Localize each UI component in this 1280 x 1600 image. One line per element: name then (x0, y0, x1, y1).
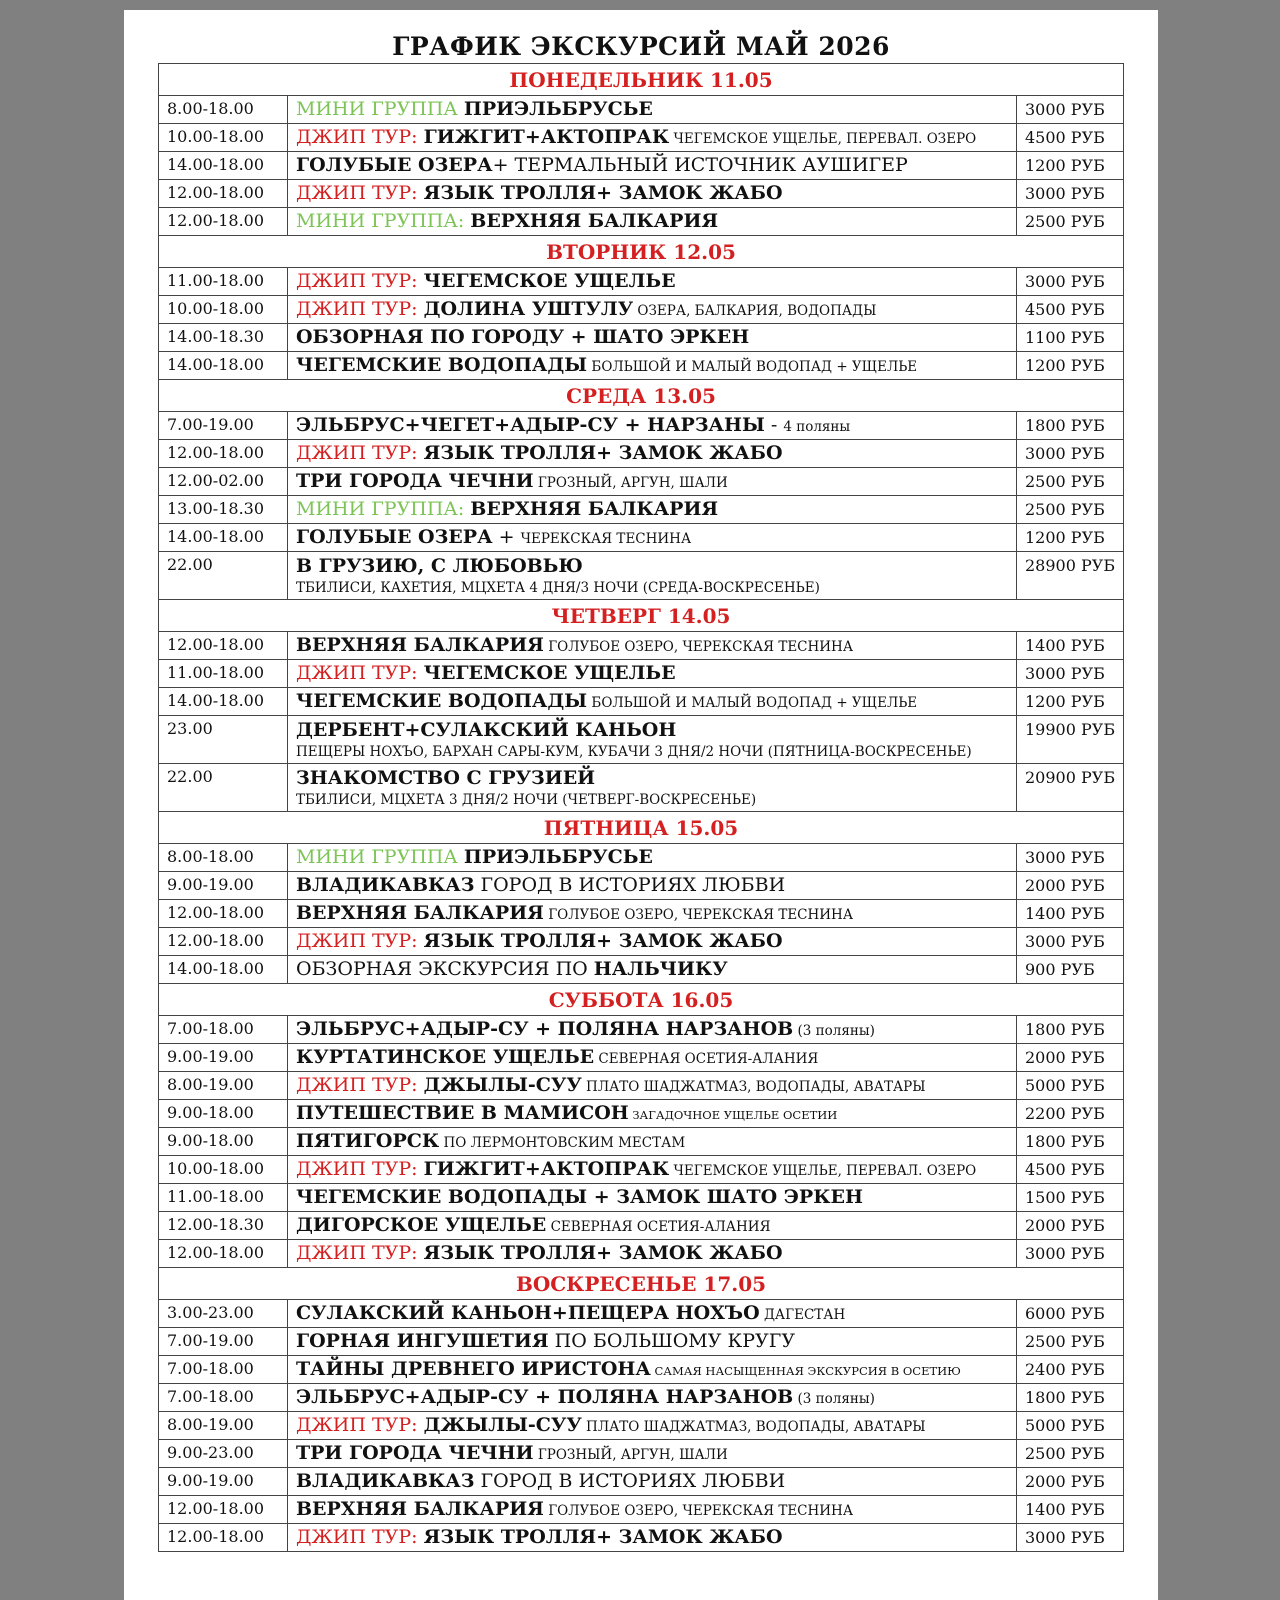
tour-name: ВЕРХНЯЯ БАЛКАРИЯ (470, 210, 719, 232)
tour-details: ПЛАТО ШАДЖАТМАЗ, ВОДОПАДЫ, АВАТАРЫ (581, 1419, 926, 1435)
table-row (159, 1240, 1123, 1268)
table-row (159, 1496, 1123, 1524)
tour-name: ТРИ ГОРОДА ЧЕЧНИ (296, 1442, 534, 1464)
time-cell: 12.00-18.00 (159, 632, 288, 659)
tour-name: ЯЗЫК ТРОЛЛЯ+ ЗАМОК ЖАБО (423, 930, 783, 952)
description-cell (288, 956, 1017, 983)
table-row (159, 468, 1123, 496)
price-cell: 3000 РУБ (1025, 444, 1105, 463)
time-cell: 7.00-18.00 (159, 1016, 288, 1043)
price-cell: 1400 РУБ (1025, 1500, 1105, 1519)
time-cell: 11.00-18.00 (159, 660, 288, 687)
price-cell: 3000 РУБ (1025, 932, 1105, 951)
price-cell: 19900 РУБ (1025, 720, 1116, 739)
description-cell (288, 440, 1017, 467)
description-cell (288, 1412, 1017, 1439)
time-cell: 9.00-19.00 (159, 1468, 288, 1495)
tour-name: ЧЕГЕМСКИЕ ВОДОПАДЫ + ЗАМОК ШАТО ЭРКЕН (296, 1186, 863, 1208)
tour-details: ГОРОД В ИСТОРИЯХ ЛЮБВИ (474, 874, 786, 896)
tour-details: ЧЕГЕМСКОЕ УЩЕЛЬЕ, ПЕРЕВАЛ. ОЗЕРО (669, 131, 977, 147)
table-row (159, 124, 1123, 152)
time-cell: 3.00-23.00 (159, 1300, 288, 1327)
description-cell (288, 1468, 1017, 1495)
table-row (159, 716, 1123, 764)
description-cell (288, 96, 1017, 123)
jeep-tour-tag: ДЖИП ТУР: (296, 298, 424, 320)
time-cell: 8.00-19.00 (159, 1412, 288, 1439)
mini-group-tag: МИНИ ГРУППА (296, 846, 464, 868)
table-row (159, 1328, 1123, 1356)
description-cell (288, 928, 1017, 955)
jeep-tour-tag: ДЖИП ТУР: (296, 662, 424, 684)
table-row (159, 412, 1123, 440)
description-cell (288, 1300, 1017, 1327)
schedule-sheet (124, 10, 1158, 1600)
tour-name: ГОЛУБЫЕ ОЗЕРА (296, 154, 493, 176)
price-cell: 4500 РУБ (1025, 128, 1105, 147)
tour-name: ТАЙНЫ ДРЕВНЕГО ИРИСТОНА (296, 1358, 651, 1380)
description-cell (288, 124, 1017, 151)
tour-name: ПРИЭЛЬБРУСЬЕ (463, 846, 653, 868)
description-cell (288, 1156, 1017, 1183)
tour-details: + (492, 526, 521, 548)
time-cell: 12.00-18.30 (159, 1212, 288, 1239)
tour-name: ДЕРБЕНТ+СУЛАКСКИЙ КАНЬОН (296, 719, 677, 741)
time-cell: 12.00-18.00 (159, 928, 288, 955)
description-cell (288, 1356, 1017, 1383)
time-cell: 14.00-18.00 (159, 152, 288, 179)
price-cell: 1400 РУБ (1025, 904, 1105, 923)
time-cell: 9.00-19.00 (159, 1044, 288, 1071)
jeep-tour-tag: ДЖИП ТУР: (296, 1242, 424, 1264)
jeep-tour-tag: ДЖИП ТУР: (296, 1158, 424, 1180)
price-cell: 2500 РУБ (1025, 1444, 1105, 1463)
table-row (159, 956, 1123, 984)
price-cell: 2000 РУБ (1025, 876, 1105, 895)
day-header: ПОНЕДЕЛЬНИК 11.05 (159, 64, 1123, 96)
price-cell: 1200 РУБ (1025, 528, 1105, 547)
tour-name: ГИЖГИТ+АКТОПРАК (423, 126, 670, 148)
time-cell: 7.00-19.00 (159, 1328, 288, 1355)
price-cell: 1200 РУБ (1025, 156, 1105, 175)
tour-name: ЭЛЬБРУС+ЧЕГЕТ+АДЫР-СУ + НАРЗАНЫ (296, 414, 765, 436)
tour-name: ЧЕГЕМСКОЕ УЩЕЛЬЕ (423, 662, 676, 684)
tour-name: КУРТАТИНСКОЕ УЩЕЛЬЕ (296, 1046, 595, 1068)
tour-name: ДИГОРСКОЕ УЩЕЛЬЕ (296, 1214, 547, 1236)
tour-details: ПО БОЛЬШОМУ КРУГУ (548, 1330, 796, 1352)
tour-name: ТРИ ГОРОДА ЧЕЧНИ (296, 470, 534, 492)
description-cell (288, 1072, 1017, 1099)
price-cell: 1500 РУБ (1025, 1188, 1105, 1207)
jeep-tour-tag: ДЖИП ТУР: (296, 270, 424, 292)
description-cell (288, 1128, 1017, 1155)
schedule-table (158, 63, 1124, 1552)
table-row (159, 632, 1123, 660)
table-row (159, 1184, 1123, 1212)
table-row (159, 524, 1123, 552)
price-cell: 3000 РУБ (1025, 1528, 1105, 1547)
table-row (159, 1384, 1123, 1412)
time-cell: 14.00-18.00 (159, 956, 288, 983)
description-cell (288, 1328, 1017, 1355)
table-row (159, 1016, 1123, 1044)
price-cell: 4500 РУБ (1025, 300, 1105, 319)
description-cell (288, 352, 1017, 379)
table-row (159, 764, 1123, 812)
tour-name: ЯЗЫК ТРОЛЛЯ+ ЗАМОК ЖАБО (423, 182, 783, 204)
tour-details: - (764, 414, 784, 436)
description-cell (288, 1524, 1017, 1551)
description-cell (288, 900, 1017, 927)
day-header: ВТОРНИК 12.05 (159, 236, 1123, 268)
tour-details: 4 поляны (783, 419, 851, 435)
tour-details: САМАЯ НАСЫЩЕННАЯ ЭКСКУРСИЯ В ОСЕТИЮ (650, 1364, 961, 1378)
description-cell (288, 496, 1017, 523)
description-cell (288, 1044, 1017, 1071)
price-cell: 3000 РУБ (1025, 1244, 1105, 1263)
price-cell: 3000 РУБ (1025, 664, 1105, 683)
time-cell: 12.00-18.00 (159, 900, 288, 927)
price-cell: 2000 РУБ (1025, 1472, 1105, 1491)
jeep-tour-tag: ДЖИП ТУР: (296, 1526, 424, 1548)
table-row (159, 1300, 1123, 1328)
tour-name: ДЖЫЛЫ-СУУ (423, 1414, 582, 1436)
price-cell: 6000 РУБ (1025, 1304, 1105, 1323)
tour-details: СЕВЕРНАЯ ОСЕТИЯ-АЛАНИЯ (546, 1219, 771, 1235)
price-cell: 3000 РУБ (1025, 848, 1105, 867)
jeep-tour-tag: ДЖИП ТУР: (296, 442, 424, 464)
time-cell: 10.00-18.00 (159, 296, 288, 323)
description-cell (288, 296, 1017, 323)
table-row (159, 440, 1123, 468)
table-row (159, 1440, 1123, 1468)
tour-name: ВЕРХНЯЯ БАЛКАРИЯ (470, 498, 719, 520)
tour-subtitle: ПЕЩЕРЫ НОХЪО, БАРХАН САРЫ-КУМ, КУБАЧИ 3 ДНЯ/2 НОЧИ (ПЯТНИЦА-ВОСКРЕСЕНЬЕ) (296, 744, 972, 760)
description-cell (288, 1100, 1017, 1127)
tour-name: ВЛАДИКАВКАЗ (296, 874, 475, 896)
day-header: СУББОТА 16.05 (159, 984, 1123, 1016)
time-cell: 12.00-18.00 (159, 180, 288, 207)
table-row (159, 152, 1123, 180)
tour-name: ВЕРХНЯЯ БАЛКАРИЯ (296, 634, 544, 656)
tour-details: СЕВЕРНАЯ ОСЕТИЯ-АЛАНИЯ (594, 1051, 819, 1067)
time-cell: 7.00-18.00 (159, 1356, 288, 1383)
time-cell: 10.00-18.00 (159, 1156, 288, 1183)
tour-name: ЯЗЫК ТРОЛЛЯ+ ЗАМОК ЖАБО (423, 442, 783, 464)
time-cell: 11.00-18.00 (159, 268, 288, 295)
tour-name: В ГРУЗИЮ, С ЛЮБОВЬЮ (296, 555, 583, 577)
tour-name: ПУТЕШЕСТВИЕ В МАМИСОН (296, 1102, 629, 1124)
tour-details: ГОЛУБОЕ ОЗЕРО, ЧЕРЕКСКАЯ ТЕСНИНА (543, 907, 854, 923)
table-row (159, 96, 1123, 124)
tour-details: ЧЕГЕМСКОЕ УЩЕЛЬЕ, ПЕРЕВАЛ. ОЗЕРО (669, 1163, 977, 1179)
description-cell (288, 412, 1017, 439)
description-cell (288, 180, 1017, 207)
description-cell (288, 524, 1017, 551)
description-cell (288, 208, 1017, 235)
price-cell: 2400 РУБ (1025, 1360, 1105, 1379)
price-cell: 3000 РУБ (1025, 100, 1105, 119)
table-row (159, 296, 1123, 324)
table-row (159, 1356, 1123, 1384)
tour-name: ОБЗОРНАЯ ПО ГОРОДУ + ШАТО ЭРКЕН (296, 326, 750, 348)
time-cell: 12.00-18.00 (159, 1524, 288, 1551)
day-header: ЧЕТВЕРГ 14.05 (159, 600, 1123, 632)
tour-details: (3 поляны) (793, 1023, 875, 1039)
price-cell: 1200 РУБ (1025, 692, 1105, 711)
table-row (159, 1468, 1123, 1496)
description-cell (288, 1016, 1017, 1043)
price-cell: 1100 РУБ (1025, 328, 1105, 347)
description-cell (288, 1440, 1017, 1467)
table-row (159, 1100, 1123, 1128)
description-cell (288, 1184, 1017, 1211)
description-cell (288, 324, 1017, 351)
price-cell: 2200 РУБ (1025, 1104, 1105, 1123)
price-cell: 2500 РУБ (1025, 212, 1105, 231)
description-cell (288, 1496, 1017, 1523)
day-header: ВОСКРЕСЕНЬЕ 17.05 (159, 1268, 1123, 1300)
tour-details: ЧЕРЕКСКАЯ ТЕСНИНА (520, 531, 692, 547)
price-cell: 2500 РУБ (1025, 472, 1105, 491)
tour-details: БОЛЬШОЙ И МАЛЫЙ ВОДОПАД + УЩЕЛЬЕ (587, 695, 918, 711)
time-cell: 11.00-18.00 (159, 1184, 288, 1211)
table-row (159, 900, 1123, 928)
mini-group-tag: МИНИ ГРУППА: (296, 498, 471, 520)
tour-details: ДАГЕСТАН (759, 1307, 846, 1323)
description-cell (288, 632, 1017, 659)
description-cell (288, 872, 1017, 899)
time-cell: 8.00-19.00 (159, 1072, 288, 1099)
tour-details: ГРОЗНЫЙ, АРГУН, ШАЛИ (533, 1447, 728, 1463)
time-cell: 8.00-18.00 (159, 844, 288, 871)
tour-subtitle: ТБИЛИСИ, МЦХЕТА 3 ДНЯ/2 НОЧИ (ЧЕТВЕРГ-ВОСКРЕСЕНЬЕ) (296, 792, 757, 808)
time-cell: 10.00-18.00 (159, 124, 288, 151)
table-row (159, 1128, 1123, 1156)
tour-name: ЗНАКОМСТВО С ГРУЗИЕЙ (296, 767, 596, 789)
time-cell: 13.00-18.30 (159, 496, 288, 523)
day-header: ПЯТНИЦА 15.05 (159, 812, 1123, 844)
price-cell: 1800 РУБ (1025, 1388, 1105, 1407)
time-cell: 22.00 (159, 764, 288, 811)
table-row (159, 552, 1123, 600)
tour-details: ГОРОД В ИСТОРИЯХ ЛЮБВИ (474, 1470, 786, 1492)
tour-name: НАЛЬЧИКУ (593, 958, 728, 980)
tour-subtitle: ТБИЛИСИ, КАХЕТИЯ, МЦХЕТА 4 ДНЯ/3 НОЧИ (СРЕДА-ВОСКРЕСЕНЬЕ) (296, 580, 820, 596)
tour-name: ДОЛИНА УШТУЛУ (423, 298, 634, 320)
tour-name: ГИЖГИТ+АКТОПРАК (423, 1158, 670, 1180)
table-row (159, 688, 1123, 716)
price-cell: 1800 РУБ (1025, 1132, 1105, 1151)
time-cell: 7.00-18.00 (159, 1384, 288, 1411)
tour-name: ЭЛЬБРУС+АДЫР-СУ + ПОЛЯНА НАРЗАНОВ (296, 1018, 794, 1040)
mini-group-tag: МИНИ ГРУППА (296, 98, 464, 120)
description-cell (288, 268, 1017, 295)
time-cell: 9.00-19.00 (159, 872, 288, 899)
table-row (159, 496, 1123, 524)
jeep-tour-tag: ДЖИП ТУР: (296, 126, 424, 148)
description-cell (288, 844, 1017, 871)
description-cell (288, 1384, 1017, 1411)
tour-details: ЗАГАДОЧНОЕ УЩЕЛЬЕ ОСЕТИИ (628, 1108, 838, 1122)
time-cell: 12.00-18.00 (159, 440, 288, 467)
mini-group-tag: МИНИ ГРУППА: (296, 210, 471, 232)
tour-name: ПРИЭЛЬБРУСЬЕ (463, 98, 653, 120)
tour-name: ГОРНАЯ ИНГУШЕТИЯ (296, 1330, 549, 1352)
day-header: СРЕДА 13.05 (159, 380, 1123, 412)
tour-name: ЧЕГЕМСКИЕ ВОДОПАДЫ (296, 354, 588, 376)
tour-details: ПО ЛЕРМОНТОВСКИМ МЕСТАМ (439, 1135, 686, 1151)
tour-name: ДЖЫЛЫ-СУУ (423, 1074, 582, 1096)
time-cell: 9.00-18.00 (159, 1128, 288, 1155)
tour-details: БОЛЬШОЙ И МАЛЫЙ ВОДОПАД + УЩЕЛЬЕ (587, 359, 918, 375)
description-cell (288, 552, 1017, 599)
time-cell: 22.00 (159, 552, 288, 599)
tour-details: ГОЛУБОЕ ОЗЕРО, ЧЕРЕКСКАЯ ТЕСНИНА (543, 639, 854, 655)
price-cell: 1400 РУБ (1025, 636, 1105, 655)
page-title: ГРАФИК ЭКСКУРСИЙ МАЙ 2026 (392, 32, 890, 61)
table-row (159, 928, 1123, 956)
tour-name: ВЛАДИКАВКАЗ (296, 1470, 475, 1492)
table-row (159, 1412, 1123, 1440)
tour-name: ЧЕГЕМСКОЕ УЩЕЛЬЕ (423, 270, 676, 292)
time-cell: 9.00-23.00 (159, 1440, 288, 1467)
price-cell: 1800 РУБ (1025, 416, 1105, 435)
time-cell: 14.00-18.00 (159, 688, 288, 715)
table-row (159, 872, 1123, 900)
jeep-tour-tag: ДЖИП ТУР: (296, 182, 424, 204)
tour-details: ГРОЗНЫЙ, АРГУН, ШАЛИ (533, 475, 728, 491)
price-cell: 5000 РУБ (1025, 1076, 1105, 1095)
time-cell: 12.00-18.00 (159, 208, 288, 235)
table-row (159, 844, 1123, 872)
price-cell: 2500 РУБ (1025, 1332, 1105, 1351)
tour-name: ЯЗЫК ТРОЛЛЯ+ ЗАМОК ЖАБО (423, 1242, 783, 1264)
table-row (159, 208, 1123, 236)
description-cell (288, 1240, 1017, 1267)
tour-name: ГОЛУБЫЕ ОЗЕРА (296, 526, 493, 548)
time-cell: 12.00-18.00 (159, 1496, 288, 1523)
jeep-tour-tag: ДЖИП ТУР: (296, 1074, 424, 1096)
jeep-tour-tag: ДЖИП ТУР: (296, 930, 424, 952)
table-row (159, 1044, 1123, 1072)
table-row (159, 324, 1123, 352)
table-row (159, 268, 1123, 296)
table-row (159, 1156, 1123, 1184)
price-cell: 2000 РУБ (1025, 1048, 1105, 1067)
price-cell: 5000 РУБ (1025, 1416, 1105, 1435)
time-cell: 7.00-19.00 (159, 412, 288, 439)
description-cell (288, 468, 1017, 495)
table-row (159, 1524, 1123, 1552)
price-cell: 20900 РУБ (1025, 768, 1116, 787)
time-cell: 23.00 (159, 716, 288, 763)
table-row (159, 180, 1123, 208)
tour-details: (3 поляны) (793, 1391, 875, 1407)
description-cell (288, 716, 1017, 763)
time-cell: 12.00-18.00 (159, 1240, 288, 1267)
price-cell: 4500 РУБ (1025, 1160, 1105, 1179)
price-cell: 3000 РУБ (1025, 272, 1105, 291)
table-row (159, 352, 1123, 380)
time-cell: 14.00-18.00 (159, 352, 288, 379)
time-cell: 8.00-18.00 (159, 96, 288, 123)
time-cell: 14.00-18.30 (159, 324, 288, 351)
time-cell: 9.00-18.00 (159, 1100, 288, 1127)
price-cell: 1800 РУБ (1025, 1020, 1105, 1039)
description-cell (288, 764, 1017, 811)
table-row (159, 660, 1123, 688)
time-cell: 12.00-02.00 (159, 468, 288, 495)
price-cell: 3000 РУБ (1025, 184, 1105, 203)
tour-name: СУЛАКСКИЙ КАНЬОН+ПЕЩЕРА НОХЪО (296, 1302, 760, 1324)
description-cell (288, 688, 1017, 715)
price-cell: 1200 РУБ (1025, 356, 1105, 375)
tour-details: + ТЕРМАЛЬНЫЙ ИСТОЧНИК АУШИГЕР (492, 154, 908, 176)
time-cell: 14.00-18.00 (159, 524, 288, 551)
description-cell (288, 1212, 1017, 1239)
table-row (159, 1072, 1123, 1100)
tour-name: ВЕРХНЯЯ БАЛКАРИЯ (296, 902, 544, 924)
tour-details: ОЗЕРА, БАЛКАРИЯ, ВОДОПАДЫ (633, 303, 877, 319)
description-cell (288, 152, 1017, 179)
price-cell: 28900 РУБ (1025, 556, 1116, 575)
tour-name: ПЯТИГОРСК (296, 1130, 440, 1152)
table-row (159, 1212, 1123, 1240)
tour-details: ПЛАТО ШАДЖАТМАЗ, ВОДОПАДЫ, АВАТАРЫ (581, 1079, 926, 1095)
price-cell: 2500 РУБ (1025, 500, 1105, 519)
jeep-tour-tag: ДЖИП ТУР: (296, 1414, 424, 1436)
tour-details: ОБЗОРНАЯ ЭКСКУРСИЯ ПО (296, 958, 594, 980)
description-cell (288, 660, 1017, 687)
tour-name: ЧЕГЕМСКИЕ ВОДОПАДЫ (296, 690, 588, 712)
price-cell: 900 РУБ (1025, 960, 1095, 979)
tour-name: ЭЛЬБРУС+АДЫР-СУ + ПОЛЯНА НАРЗАНОВ (296, 1386, 794, 1408)
price-cell: 2000 РУБ (1025, 1216, 1105, 1235)
tour-name: ЯЗЫК ТРОЛЛЯ+ ЗАМОК ЖАБО (423, 1526, 783, 1548)
tour-name: ВЕРХНЯЯ БАЛКАРИЯ (296, 1498, 544, 1520)
tour-details: ГОЛУБОЕ ОЗЕРО, ЧЕРЕКСКАЯ ТЕСНИНА (543, 1503, 854, 1519)
